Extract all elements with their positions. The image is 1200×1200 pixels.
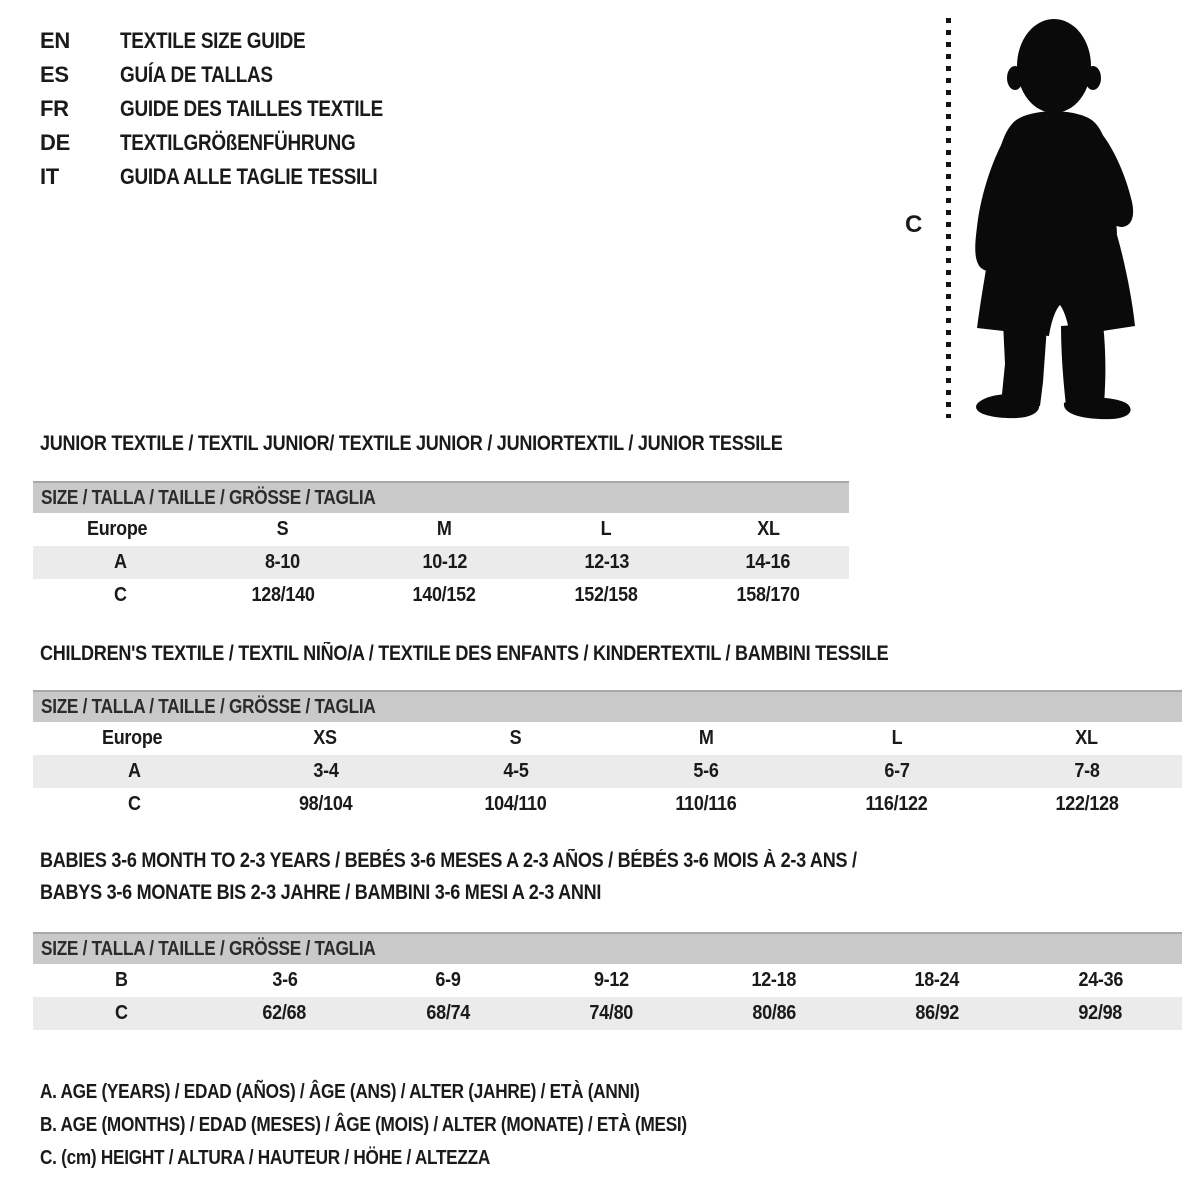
row-label: C xyxy=(114,1002,128,1024)
table-cell: 74/80 xyxy=(589,1002,633,1024)
language-row-fr xyxy=(40,92,426,126)
table-cell: 4-5 xyxy=(503,760,529,782)
section-title-babies-line2: BABYS 3-6 MONATE BIS 2-3 JAHRE / BAMBINI 3-6 MESI A 2-3 ANNI xyxy=(40,881,602,904)
table-row-height-cm xyxy=(33,997,1182,1030)
table-cell: 8-10 xyxy=(265,551,301,573)
table-cell: 10-12 xyxy=(422,551,467,573)
height-measure-label: C xyxy=(905,211,923,238)
legend-height-cm: C. (cm) HEIGHT / ALTURA / HAUTEUR / HÖHE / ALTEZZA xyxy=(40,1147,490,1169)
table-cell: 3-6 xyxy=(272,969,298,991)
language-code: IT xyxy=(40,164,59,189)
language-row-it xyxy=(40,160,426,194)
table-cell: XS xyxy=(313,727,338,749)
row-label: B xyxy=(114,969,128,991)
measurement-legend xyxy=(40,1076,792,1175)
table-cell: 128/140 xyxy=(251,584,315,606)
table-cell: L xyxy=(600,518,612,540)
language-title: GUÍA DE TALLAS xyxy=(120,62,273,87)
language-row-de xyxy=(40,126,426,160)
legend-age-years: A. AGE (YEARS) / EDAD (AÑOS) / ÂGE (ANS) / ALTER (JAHRE) / ETÀ (ANNI) xyxy=(40,1081,640,1103)
table-cell: 9-12 xyxy=(593,969,629,991)
babies-size-table xyxy=(33,932,1182,1030)
language-title: GUIDE DES TAILLES TEXTILE xyxy=(120,96,383,121)
table-cell: 12-18 xyxy=(751,969,797,991)
toddler-silhouette-icon xyxy=(963,14,1143,424)
language-code: DE xyxy=(40,130,70,155)
table-cell: 6-7 xyxy=(883,760,910,782)
section-title-junior: JUNIOR TEXTILE / TEXTIL JUNIOR/ TEXTILE JUNIOR / JUNIORTEXTIL / JUNIOR TESSILE xyxy=(40,432,783,455)
children-size-table xyxy=(33,690,1182,821)
table-cell: 12-13 xyxy=(583,551,629,573)
row-label: Europe xyxy=(101,727,162,749)
table-cell: 140/152 xyxy=(412,584,477,606)
table-cell: 122/128 xyxy=(1055,793,1119,815)
table-cell: S xyxy=(276,518,289,540)
table-cell: 158/170 xyxy=(736,584,800,606)
table-cell: 116/122 xyxy=(865,793,928,815)
table-cell: 68/74 xyxy=(426,1002,470,1024)
size-header-bar: SIZE / TALLA / TAILLE / GRÖSSE / TAGLIA xyxy=(33,932,1182,964)
table-cell: L xyxy=(891,727,902,749)
table-row-europe xyxy=(33,513,849,546)
language-row-es xyxy=(40,58,426,92)
table-cell: 5-6 xyxy=(693,760,719,782)
row-label: Europe xyxy=(87,518,148,540)
table-cell: 6-9 xyxy=(435,969,461,991)
table-cell: 110/116 xyxy=(675,793,737,815)
size-header-bar: SIZE / TALLA / TAILLE / GRÖSSE / TAGLIA xyxy=(33,690,1182,722)
row-label: C xyxy=(128,793,141,815)
table-cell: XL xyxy=(1075,727,1099,749)
table-cell: M xyxy=(437,518,452,540)
table-cell: 152/158 xyxy=(574,584,638,606)
size-header-bar: SIZE / TALLA / TAILLE / GRÖSSE / TAGLIA xyxy=(33,481,849,513)
row-label: A xyxy=(113,551,127,573)
table-cell: S xyxy=(509,727,522,749)
row-label: C xyxy=(113,584,127,606)
table-cell: 80/86 xyxy=(752,1002,796,1024)
section-title-children: CHILDREN'S TEXTILE / TEXTIL NIÑO/A / TEXTILE DES ENFANTS / KINDERTEXTIL / BAMBINI TESSILE xyxy=(40,642,889,665)
table-cell: 7-8 xyxy=(1074,760,1100,782)
table-cell: 92/98 xyxy=(1078,1002,1123,1024)
table-row-age-months xyxy=(33,964,1182,997)
table-row-europe xyxy=(33,722,1182,755)
language-title: GUIDA ALLE TAGLIE TESSILI xyxy=(120,164,378,189)
table-cell: 24-36 xyxy=(1078,969,1123,991)
table-cell: 18-24 xyxy=(914,969,960,991)
table-cell: XL xyxy=(756,518,780,540)
language-code: EN xyxy=(40,28,70,53)
table-cell: 86/92 xyxy=(915,1002,960,1024)
table-cell: 62/68 xyxy=(262,1002,307,1024)
table-cell: M xyxy=(698,727,714,749)
language-title-list xyxy=(40,24,426,194)
language-title: TEXTILGRÖßENFÜHRUNG xyxy=(120,130,356,155)
table-cell: 104/110 xyxy=(484,793,547,815)
language-code: ES xyxy=(40,62,69,87)
language-row-en xyxy=(40,24,426,58)
table-row-height-cm xyxy=(33,579,849,612)
table-row-age-years xyxy=(33,546,849,579)
language-code: FR xyxy=(40,96,69,121)
table-cell: 98/104 xyxy=(298,793,353,815)
junior-size-table xyxy=(33,481,849,612)
section-title-babies-line1: BABIES 3-6 MONTH TO 2-3 YEARS / BEBÉS 3-6 MESES A 2-3 AÑOS / BÉBÉS 3-6 MOIS À 2-3 ANS / xyxy=(40,849,857,872)
height-measure-dashed-line xyxy=(946,18,951,418)
row-label: A xyxy=(128,760,141,782)
table-row-age-years xyxy=(33,755,1182,788)
language-title: TEXTILE SIZE GUIDE xyxy=(120,28,306,53)
table-cell: 3-4 xyxy=(312,760,339,782)
legend-age-months: B. AGE (MONTHS) / EDAD (MESES) / ÂGE (MOIS) / ALTER (MONATE) / ETÀ (MESI) xyxy=(40,1114,687,1136)
table-cell: 14-16 xyxy=(745,551,791,573)
table-row-height-cm xyxy=(33,788,1182,821)
